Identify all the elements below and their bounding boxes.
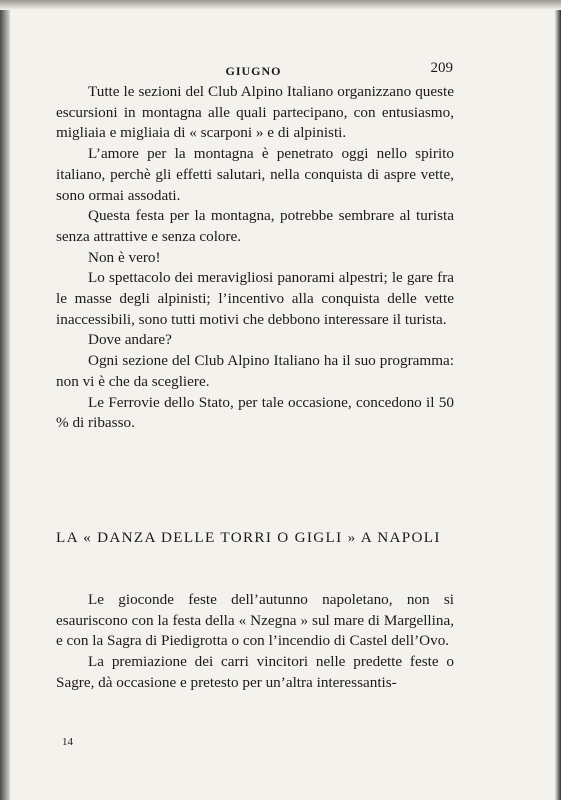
paragraph: Tutte le sezioni del Club Alpino Italiano organizzano queste escursioni in montagna alle quali partecipano, con entusiasmo, migliaia e migliaia di « scarponi » e di alpinisti. <box>56 83 454 142</box>
paragraph: Questa festa per la montagna, potrebbe sembrare al turista senza attrattive e senza colore. <box>56 207 454 245</box>
paragraph: L’amore per la montagna è penetrato oggi nello spirito italiano, perchè gli effetti salutari, nella conquista di aspre vette, sono ormai assodati. <box>56 145 454 204</box>
text-block-napoli <box>56 590 454 694</box>
page-number: 209 <box>430 60 453 76</box>
paragraph: Dove andare? <box>88 331 172 349</box>
section-title: LA « DANZA DELLE TORRI O GIGLI » A NAPOLI <box>56 529 441 546</box>
paragraph: Non è vero! <box>88 248 161 266</box>
running-head: GIUGNO <box>225 64 282 78</box>
paragraph: Le Ferrovie dello Stato, per tale occasione, concedono il 50 % di ribasso. <box>56 393 454 432</box>
text-block-club-alpino <box>56 82 454 434</box>
scan-edge-left <box>0 0 10 800</box>
signature-mark: 14 <box>62 736 73 748</box>
paragraph: Ogni sezione del Club Alpino Italiano ha il suo programma: non vi è che da scegliere. <box>56 352 454 390</box>
scan-edge-right <box>555 0 561 800</box>
paragraph: Lo spettacolo dei meravigliosi panorami alpestri; le gare fra le masse degli alpinisti; l’incentivo alla conquista delle vette inaccessibili, sono tutti motivi che debbono interessare il turista. <box>56 269 454 328</box>
paragraph: Le gioconde feste dell’autunno napoletano, non si esauriscono con la festa della « Nzegna » sul mare di Margellina, e con la Sagra di Piedigrotta o con l’incendio di Castel dell’Ovo. <box>56 591 454 650</box>
scan-edge-top <box>0 0 561 10</box>
paragraph: La premiazione dei carri vincitori nelle predette feste o Sagre, dà occasione e pretesto per un’altra interessantis- <box>56 653 454 691</box>
